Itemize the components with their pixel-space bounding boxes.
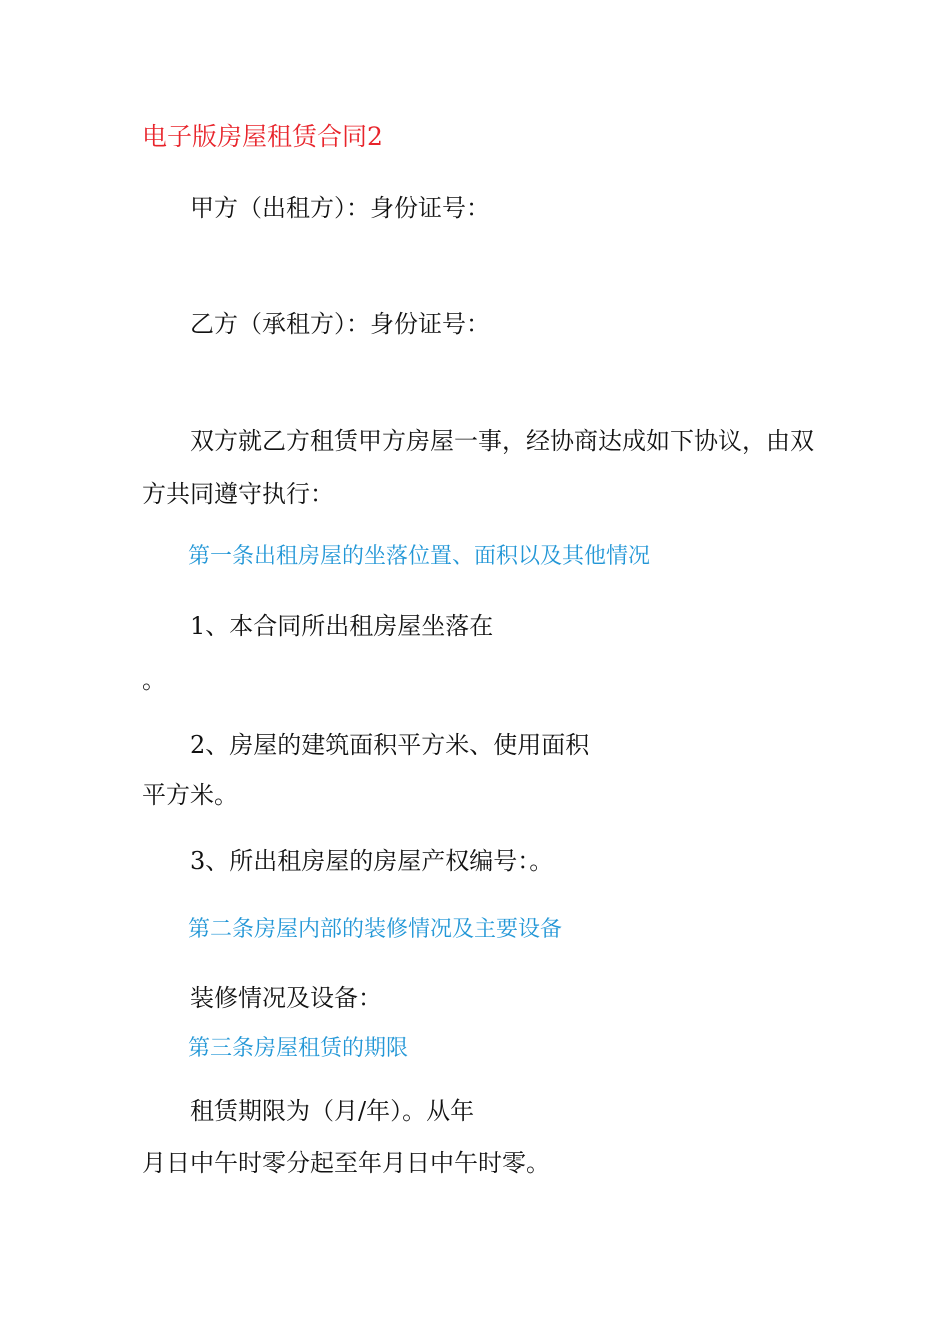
article1-item2-line1: 2、房屋的建筑面积平方米、使用面积: [190, 731, 590, 759]
document-title: 电子版房屋租赁合同2: [142, 122, 383, 151]
article1-heading: 第一条出租房屋的坐落位置、面积以及其他情况: [188, 544, 651, 569]
article3-heading: 第三条房屋租赁的期限: [188, 1036, 409, 1061]
article1-item1-line1: 1、本合同所出租房屋坐落在: [190, 612, 494, 640]
article1-item2-line2: 平方米。: [142, 781, 238, 809]
party-a-line: 甲方（出租方）：身份证号：: [190, 194, 490, 222]
article3-line1: 租赁期限为（月/年）。从年: [190, 1097, 475, 1125]
article1-item3: 3、所出租房屋的房屋产权编号：。: [190, 847, 554, 875]
article2-text: 装修情况及设备：: [190, 984, 382, 1012]
article1-item1-line2: 。: [142, 666, 166, 694]
article3-line2: 月日中午时零分起至年月日中午时零。: [142, 1149, 550, 1177]
article2-heading: 第二条房屋内部的装修情况及主要设备: [188, 917, 563, 942]
intro-paragraph-line1: 双方就乙方租赁甲方房屋一事，经协商达成如下协议，由双: [190, 427, 814, 455]
party-b-line: 乙方（承租方）：身份证号：: [190, 310, 490, 338]
intro-paragraph-line2: 方共同遵守执行：: [142, 480, 334, 508]
